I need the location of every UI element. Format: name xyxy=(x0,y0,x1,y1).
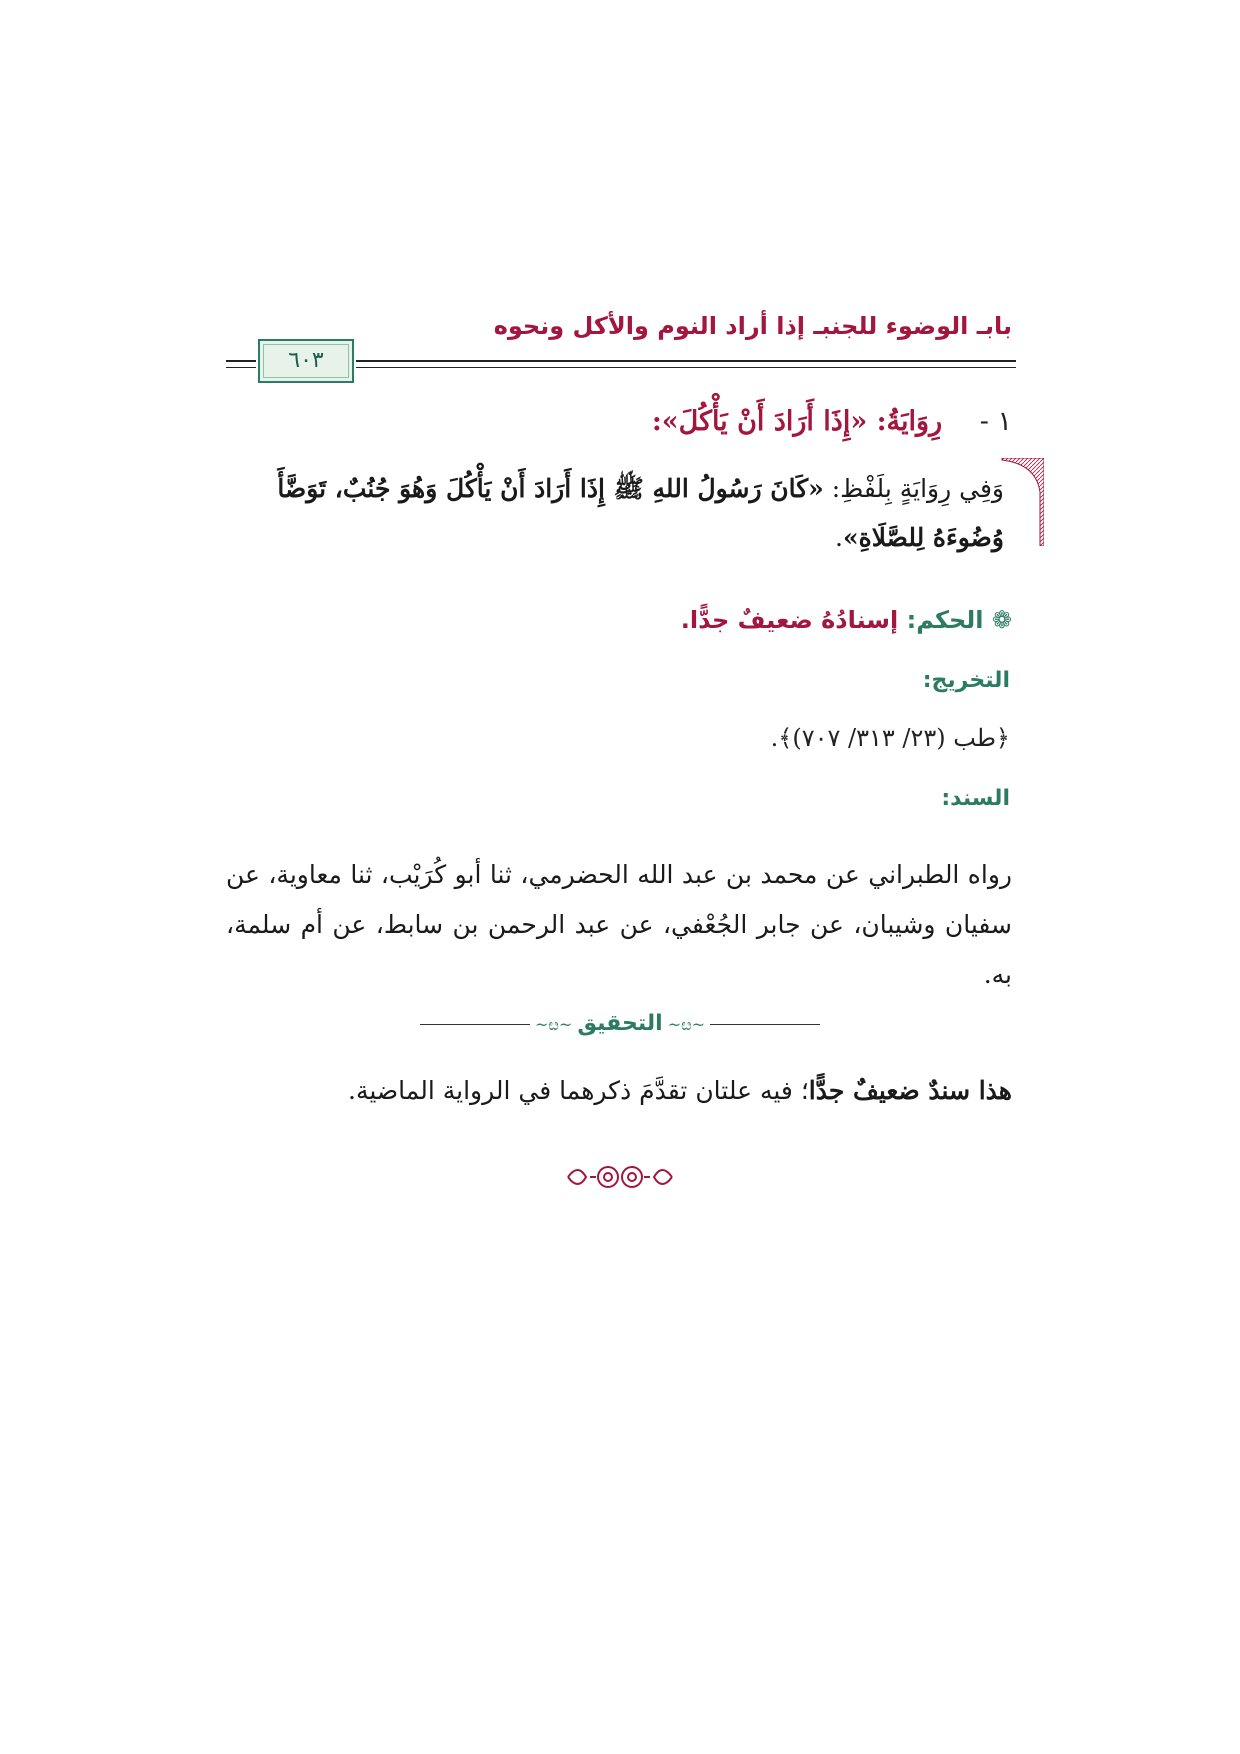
tahqiq-rest: ؛ فيه علتان تقدَّمَ ذكرهما في الرواية الماضية. xyxy=(348,1076,809,1105)
takhrij-label: التخريج: xyxy=(922,668,1010,693)
tahqiq-divider xyxy=(420,1010,820,1040)
ruling-line xyxy=(252,606,1012,634)
tahqiq-heading: التحقيق xyxy=(577,1011,663,1036)
header-rule-thin xyxy=(356,367,1016,368)
section-title: رِوَايَةُ: «إِذَا أَرَادَ أَنْ يَأْكُلَ»: xyxy=(651,406,943,437)
takhrij-reference: ﴿طب (٢٣/ ٣١٣/ ٧٠٧)﴾. xyxy=(770,724,1010,752)
ruling-label: الحكم: xyxy=(906,606,984,634)
end-ornament-icon xyxy=(560,1157,680,1197)
narration-end: . xyxy=(835,523,843,552)
divider-line-right xyxy=(710,1024,820,1025)
sanad-text: رواه الطبراني عن محمد بن عبد الله الحضرمي، ثنا أبو كُرَيْب، ثنا معاوية، عن سفيان وشيبان، عن جابر الجُعْفي، عن عبد الرحمن بن سابط، عن أم سلمة، به. xyxy=(226,860,1012,989)
section-number: ١ - xyxy=(979,406,1012,437)
header-rule xyxy=(356,360,1016,362)
header-rule-left xyxy=(226,360,256,362)
narration-paragraph xyxy=(234,464,1004,562)
narration-intro: وَفِي رِوَايَةٍ بِلَفْظِ: xyxy=(823,474,1004,503)
swirl-icon: ~ೞ~ xyxy=(534,1015,573,1034)
corner-ornament-icon xyxy=(1000,458,1044,546)
flower-icon: ❁ xyxy=(991,606,1012,634)
swirl-icon: ~ೞ~ xyxy=(667,1015,706,1034)
ruling-text: إسنادُهُ ضعيفٌ جدًّا. xyxy=(680,606,899,634)
page-number: ٦٠٣ xyxy=(288,348,324,373)
tahqiq-text xyxy=(226,1066,1012,1116)
chapter-title: بابـ الوضوء للجنبـ إذا أراد النوم والأكل ونحوه xyxy=(493,312,1012,340)
divider-line-left xyxy=(420,1024,530,1025)
section-heading xyxy=(252,406,1012,437)
sanad-label: السند: xyxy=(941,786,1010,811)
page-number-box xyxy=(258,339,354,383)
narration-text: «كَانَ رَسُولُ اللهِ ﷺ إِذَا أَرَادَ أَنْ يَأْكُلَ وَهُوَ جُنُبٌ، تَوَضَّأَ وُضُوءَهُ لِلصَّلَاةِ» xyxy=(277,474,1004,552)
header-rule-left-thin xyxy=(226,367,256,368)
tahqiq-lead: هذا سندٌ ضعيفٌ جدًّا xyxy=(808,1076,1012,1105)
